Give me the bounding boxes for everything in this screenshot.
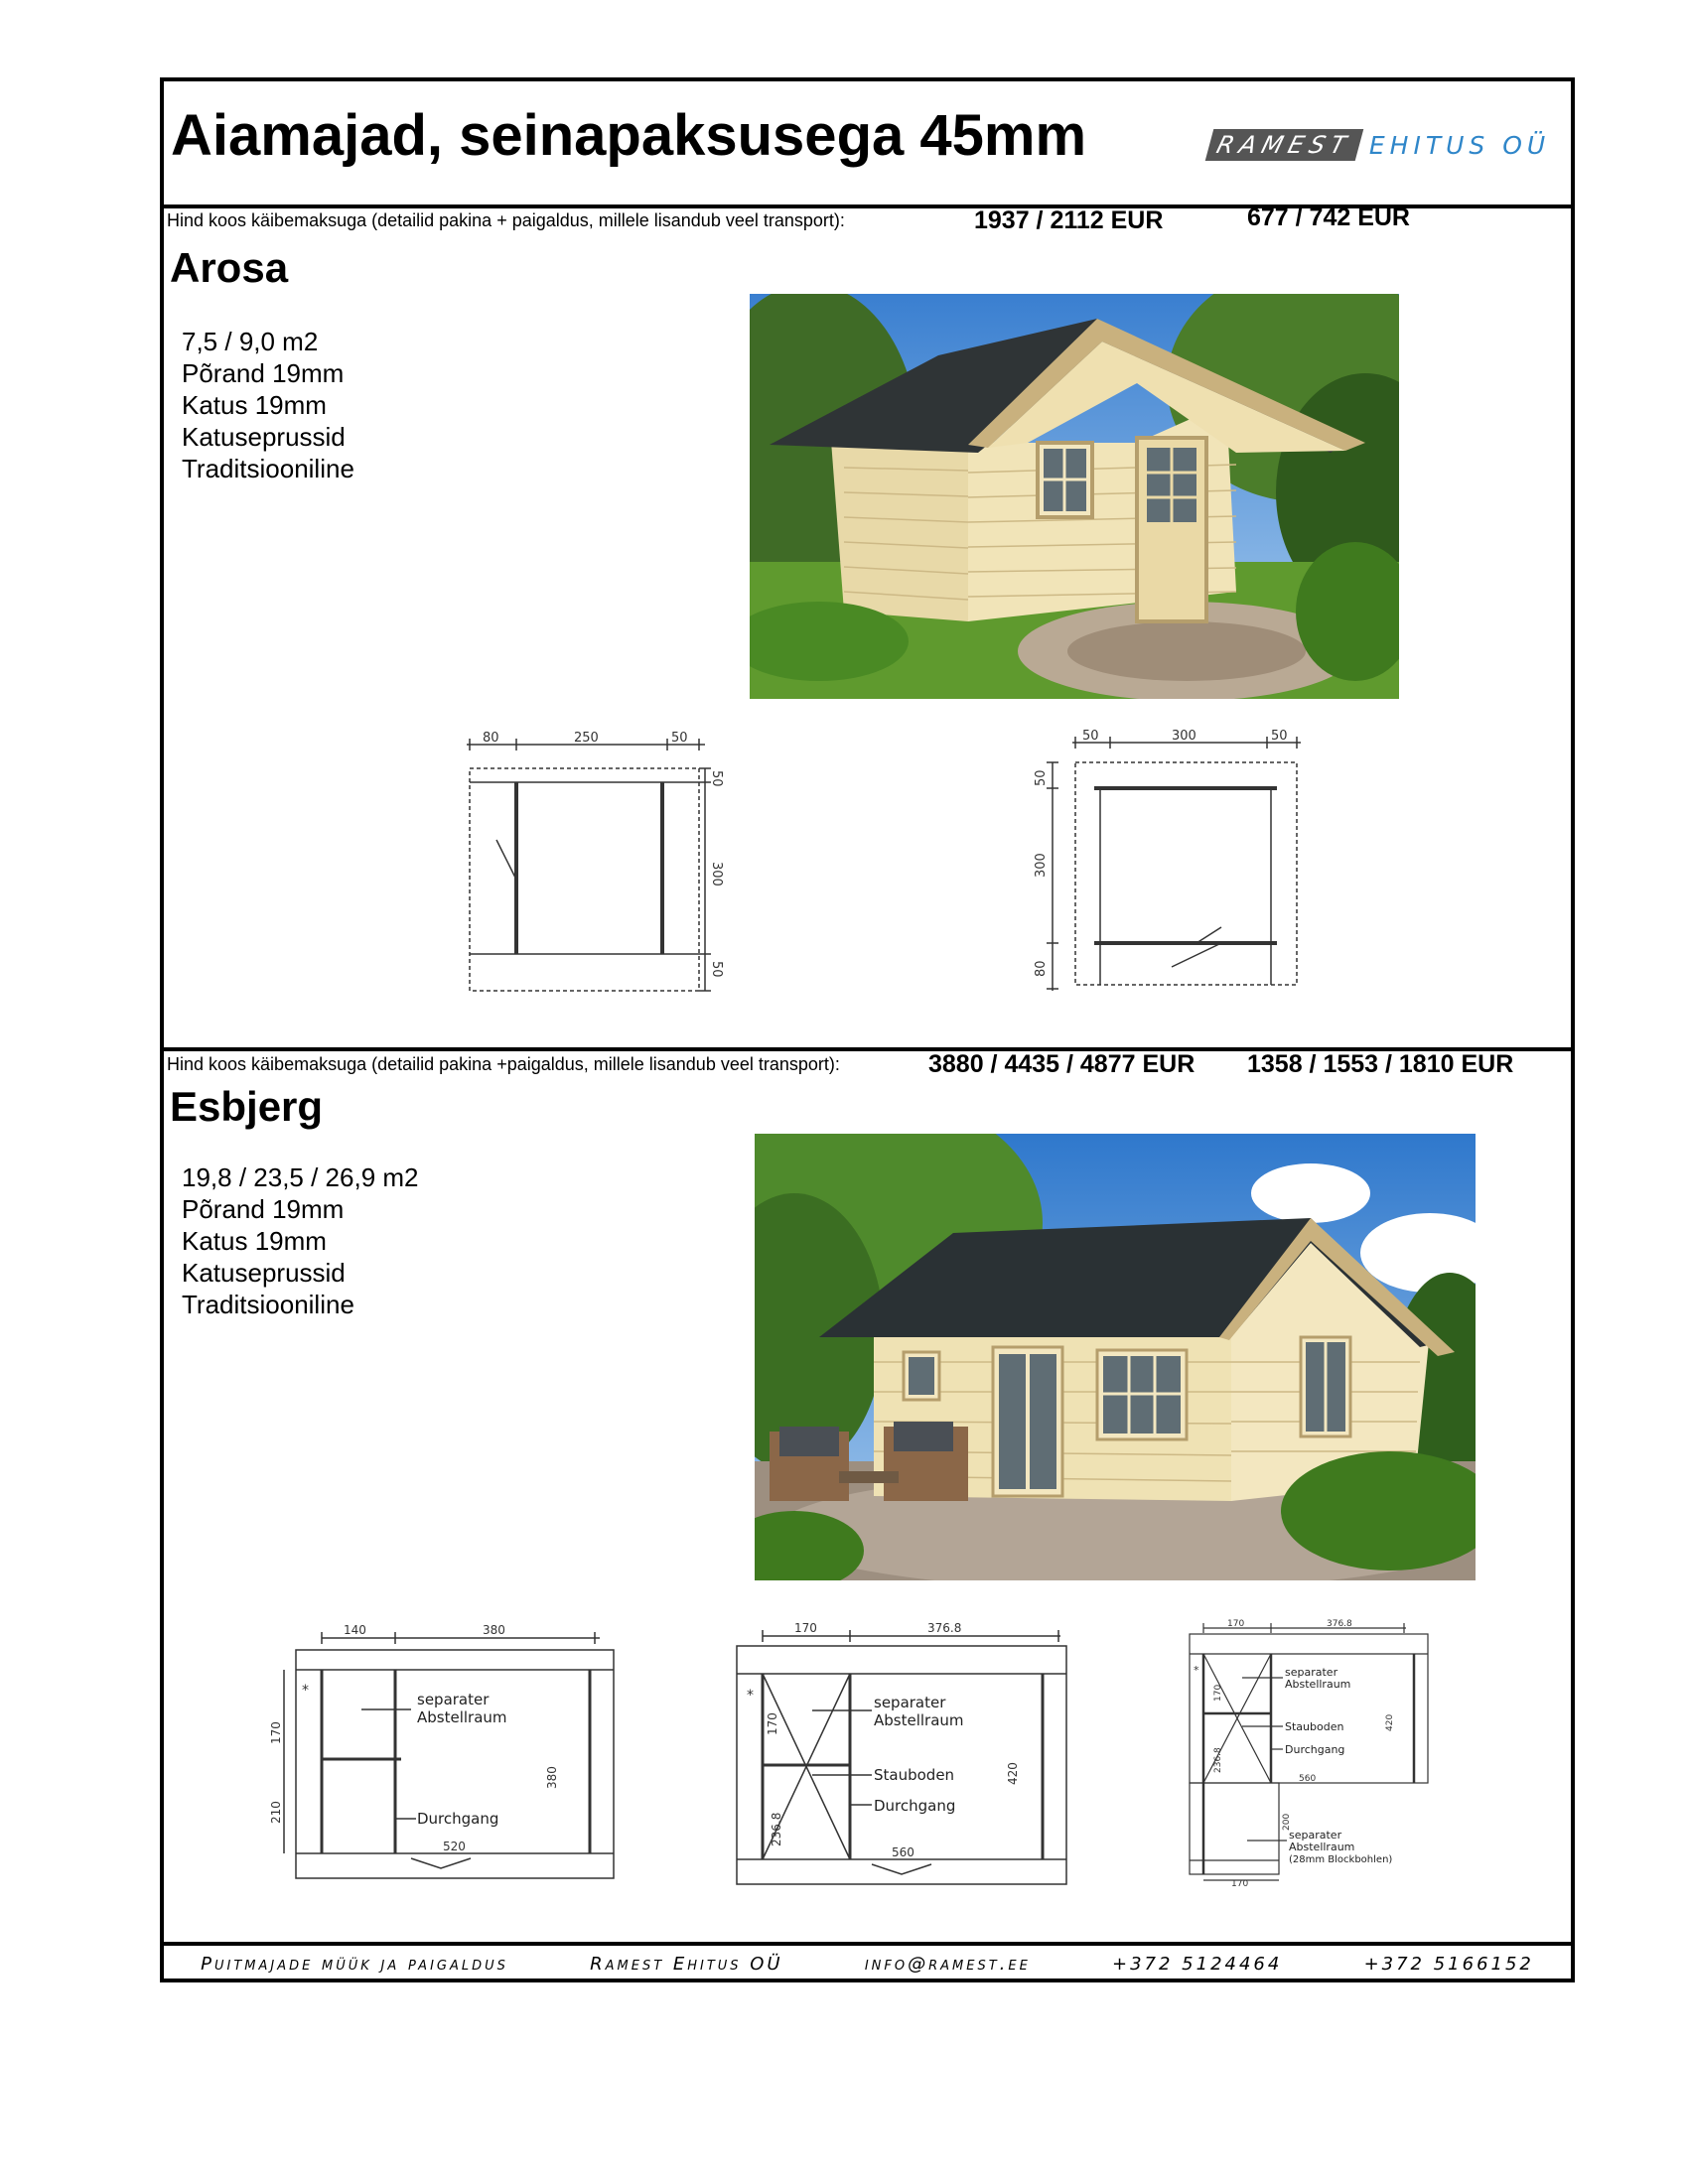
arosa-spec-roof: Katus 19mm [182, 390, 327, 420]
arosa-plan2-dim-top-2: 50 [1271, 729, 1288, 744]
esbjerg-spec-style: Traditsiooniline [182, 1290, 354, 1319]
esbjerg-plan3-dim-bottom2: 170 [1231, 1879, 1249, 1887]
arosa-title: Arosa [170, 244, 289, 291]
esbjerg-plan1-dim-left-1: 210 [269, 1801, 283, 1824]
esbjerg-plan2-label-2: Stauboden [874, 1766, 955, 1784]
arosa-plan2-dim-left-2: 80 [1034, 960, 1049, 977]
esbjerg-plan3-label-0: separater [1285, 1666, 1338, 1679]
esbjerg-plan2-dim-left-0: 170 [766, 1712, 779, 1735]
esbjerg-plan3-dim-left2: 200 [1282, 1813, 1292, 1831]
arosa-price-install: 677 / 742 EUR [1247, 204, 1410, 231]
arosa-spec-floor: Põrand 19mm [182, 358, 345, 388]
esbjerg-plan2-dim-top-1: 376.8 [927, 1621, 962, 1635]
esbjerg-plan1-dim-top-0: 140 [344, 1623, 366, 1637]
esbjerg-plan2-dim-bottom: 560 [892, 1845, 914, 1859]
footer-email: info@ramest.ee [864, 1953, 1031, 1975]
esbjerg-specs [182, 1161, 419, 1320]
esbjerg-photo [755, 1134, 1476, 1580]
esbjerg-price-package: 3880 / 4435 / 4877 EUR [928, 1050, 1196, 1078]
esbjerg-plan1-dim-right: 380 [545, 1766, 559, 1789]
esbjerg-plan3-dim-left-1: 236.8 [1213, 1747, 1223, 1773]
esbjerg-price-label: Hind koos käibemaksuga (detailid pakina +paigaldus, millele lisandub veel transport): [167, 1054, 840, 1074]
esbjerg-plan3-dim-top-0: 170 [1227, 1619, 1245, 1629]
esbjerg-plan3-label-6: (28mm Blockbohlen) [1289, 1854, 1393, 1865]
arosa-spec-style: Traditsiooniline [182, 454, 354, 483]
esbjerg-floorplan-1 [262, 1620, 630, 1888]
arosa-specs [182, 326, 354, 484]
esbjerg-plan1-label-1: Abstellraum [417, 1708, 507, 1726]
esbjerg-plan3-dim-right: 420 [1385, 1713, 1395, 1731]
esbjerg-plan2-dim-right: 420 [1006, 1762, 1020, 1785]
arosa-plan1-dim-top-1: 250 [574, 731, 599, 746]
footer-phone-1: +372 5124464 [1112, 1953, 1283, 1975]
esbjerg-plan1-dim-left-0: 170 [269, 1721, 283, 1744]
esbjerg-plan3-dim-top-1: 376.8 [1327, 1619, 1352, 1629]
esbjerg-spec-roof: Katus 19mm [182, 1226, 327, 1256]
svg-text:*: * [302, 1683, 309, 1699]
arosa-plan1-dim-top-0: 80 [483, 731, 499, 746]
footer-phone-2: +372 5166152 [1363, 1953, 1534, 1975]
esbjerg-spec-floor: Põrand 19mm [182, 1194, 345, 1224]
esbjerg-plan3-label-1: Abstellraum [1285, 1678, 1351, 1691]
arosa-photo [750, 294, 1399, 699]
arosa-price-package: 1937 / 2112 EUR [974, 206, 1164, 234]
svg-text:*: * [1194, 1664, 1199, 1677]
arosa-plan2-dim-top-1: 300 [1172, 729, 1196, 744]
arosa-spec-area: 7,5 / 9,0 m2 [182, 327, 319, 356]
esbjerg-plan3-label-3: Durchgang [1285, 1743, 1345, 1756]
logo-left-text: RAMEST [1205, 129, 1363, 161]
esbjerg-floorplan-2 [733, 1616, 1080, 1889]
esbjerg-spec-area: 19,8 / 23,5 / 26,9 m2 [182, 1162, 419, 1192]
esbjerg-plan1-dim-top-1: 380 [483, 1623, 505, 1637]
esbjerg-plan3-label-5: Abstellraum [1289, 1841, 1355, 1853]
esbjerg-floorplan-3 [1188, 1614, 1436, 1887]
arosa-plan1-dim-right-0: 50 [709, 770, 724, 787]
arosa-floorplan-2 [1023, 729, 1321, 1007]
esbjerg-plan3-dim-left-0: 170 [1213, 1684, 1223, 1702]
esbjerg-plan1-dim-bottom: 520 [443, 1840, 466, 1853]
arosa-spec-rafters: Katuseprussid [182, 422, 346, 452]
svg-text:*: * [747, 1688, 754, 1704]
esbjerg-plan1-label-0: separater [417, 1691, 490, 1708]
page-footer [160, 1946, 1575, 1981]
esbjerg-plan3-dim-bottom: 560 [1299, 1774, 1317, 1784]
logo-right-text: EHITUS OÜ [1368, 130, 1551, 160]
arosa-floorplan-1 [457, 731, 735, 999]
footer-tagline: Puitmajade müük ja paigaldus [201, 1953, 508, 1975]
esbjerg-plan2-label-3: Durchgang [874, 1797, 956, 1815]
esbjerg-spec-rafters: Katuseprussid [182, 1258, 346, 1288]
arosa-plan1-dim-right-1: 300 [709, 862, 724, 887]
esbjerg-title: Esbjerg [170, 1083, 324, 1130]
esbjerg-plan2-label-0: separater [874, 1694, 946, 1711]
esbjerg-plan3-label-4: separater [1289, 1829, 1342, 1842]
arosa-plan2-dim-left-0: 50 [1034, 769, 1049, 786]
esbjerg-plan3-label-2: Stauboden [1285, 1720, 1344, 1733]
esbjerg-plan2-label-1: Abstellraum [874, 1711, 964, 1729]
esbjerg-plan2-dim-left-1: 236.8 [770, 1812, 783, 1846]
arosa-plan2-dim-top-0: 50 [1082, 729, 1099, 744]
esbjerg-price-install: 1358 / 1553 / 1810 EUR [1247, 1050, 1514, 1078]
arosa-plan1-dim-top-2: 50 [671, 731, 688, 746]
esbjerg-plan2-dim-top-0: 170 [794, 1621, 817, 1635]
esbjerg-plan1-label-2: Durchgang [417, 1810, 499, 1828]
arosa-price-label: Hind koos käibemaksuga (detailid pakina + paigaldus, millele lisandub veel transport): [167, 210, 845, 230]
company-logo [1209, 129, 1550, 161]
arosa-plan2-dim-left-1: 300 [1034, 853, 1049, 878]
arosa-plan1-dim-right-2: 50 [709, 961, 724, 978]
footer-company: Ramest Ehitus OÜ [590, 1953, 783, 1975]
page-title: Aiamajad, seinapaksusega 45mm [171, 103, 1087, 168]
